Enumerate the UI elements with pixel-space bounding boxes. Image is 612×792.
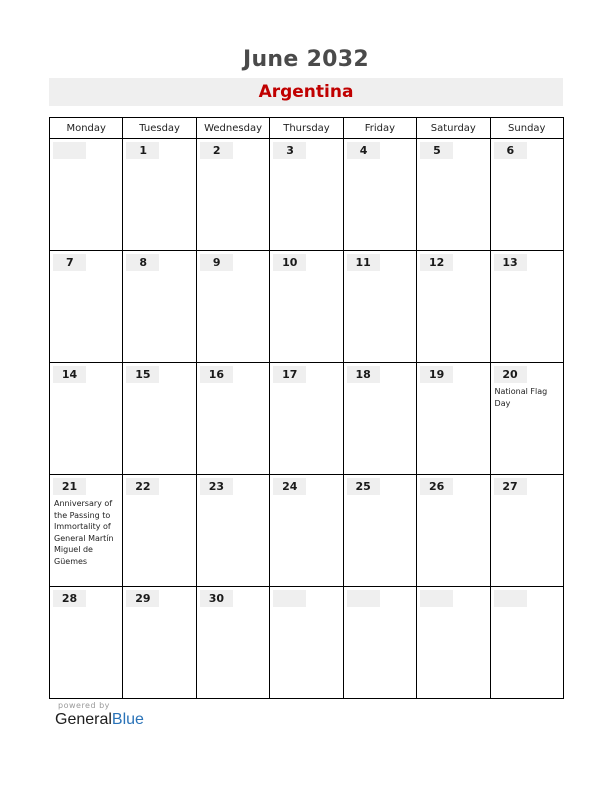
day-cell	[270, 139, 343, 251]
day-cell	[490, 587, 563, 699]
day-number: 21	[53, 478, 86, 495]
day-number	[53, 142, 86, 159]
day-number: 25	[347, 478, 380, 495]
day-number: 24	[273, 478, 306, 495]
day-number	[494, 590, 527, 607]
week-row	[50, 251, 564, 363]
day-number: 5	[420, 142, 453, 159]
day-cell	[343, 475, 416, 587]
day-cell	[196, 363, 269, 475]
day-number	[420, 590, 453, 607]
day-cell	[123, 139, 196, 251]
day-number: 4	[347, 142, 380, 159]
day-cell	[490, 251, 563, 363]
holiday-label: Anniversary of the Passing to Immortality of General Martín Miguel de Güemes	[54, 499, 114, 566]
weekday-header: Thursday	[270, 118, 343, 139]
day-cell	[123, 587, 196, 699]
day-cell	[123, 475, 196, 587]
day-cell	[490, 363, 563, 475]
week-row	[50, 363, 564, 475]
day-cell	[50, 475, 123, 587]
weekday-header: Tuesday	[123, 118, 196, 139]
day-number: 12	[420, 254, 453, 271]
day-number: 27	[494, 478, 527, 495]
brand-general-text: General	[55, 711, 112, 728]
week-row	[50, 139, 564, 251]
weekday-header: Saturday	[417, 118, 490, 139]
day-number	[347, 590, 380, 607]
day-cell	[50, 251, 123, 363]
day-number: 18	[347, 366, 380, 383]
calendar-grid	[49, 117, 564, 699]
day-cell	[417, 139, 490, 251]
day-number: 19	[420, 366, 453, 383]
day-cell	[50, 363, 123, 475]
day-cell	[343, 587, 416, 699]
day-number: 9	[200, 254, 233, 271]
day-cell	[417, 475, 490, 587]
day-cell	[343, 251, 416, 363]
day-cell	[490, 475, 563, 587]
day-cell	[270, 251, 343, 363]
week-row	[50, 587, 564, 699]
day-number: 8	[126, 254, 159, 271]
day-cell	[490, 139, 563, 251]
country-name: Argentina	[258, 82, 354, 102]
day-number: 11	[347, 254, 380, 271]
weekday-header-row	[50, 118, 564, 139]
day-cell	[123, 251, 196, 363]
day-cell	[343, 363, 416, 475]
day-cell	[417, 251, 490, 363]
day-number: 17	[273, 366, 306, 383]
weekday-header: Sunday	[490, 118, 563, 139]
day-cell	[196, 139, 269, 251]
weekday-header: Monday	[50, 118, 123, 139]
day-cell	[50, 139, 123, 251]
day-number: 23	[200, 478, 233, 495]
weekday-header: Wednesday	[196, 118, 269, 139]
day-cell	[123, 363, 196, 475]
day-number: 10	[273, 254, 306, 271]
country-banner	[49, 78, 563, 106]
day-cell	[270, 587, 343, 699]
day-cell	[196, 475, 269, 587]
day-number: 14	[53, 366, 86, 383]
day-cell	[343, 139, 416, 251]
powered-by-text: powered by	[58, 701, 110, 710]
day-number: 26	[420, 478, 453, 495]
day-number: 2	[200, 142, 233, 159]
day-number: 22	[126, 478, 159, 495]
day-number: 3	[273, 142, 306, 159]
day-number: 29	[126, 590, 159, 607]
day-number: 13	[494, 254, 527, 271]
day-number: 15	[126, 366, 159, 383]
day-number: 28	[53, 590, 86, 607]
holiday-label: National Flag Day	[494, 387, 548, 408]
day-cell	[270, 475, 343, 587]
day-number: 20	[494, 366, 527, 383]
brand-logo[interactable]	[55, 711, 144, 729]
day-number: 16	[200, 366, 233, 383]
day-number: 1	[126, 142, 159, 159]
day-cell	[417, 587, 490, 699]
day-cell	[270, 363, 343, 475]
footer	[55, 701, 144, 729]
brand-blue-text: Blue	[111, 711, 144, 728]
day-number: 6	[494, 142, 527, 159]
week-row	[50, 475, 564, 587]
day-number	[273, 590, 306, 607]
day-cell	[196, 251, 269, 363]
day-cell	[196, 587, 269, 699]
day-cell	[417, 363, 490, 475]
day-number: 30	[200, 590, 233, 607]
weekday-header: Friday	[343, 118, 416, 139]
day-cell	[50, 587, 123, 699]
page-title: June 2032	[242, 47, 370, 72]
day-number: 7	[53, 254, 86, 271]
